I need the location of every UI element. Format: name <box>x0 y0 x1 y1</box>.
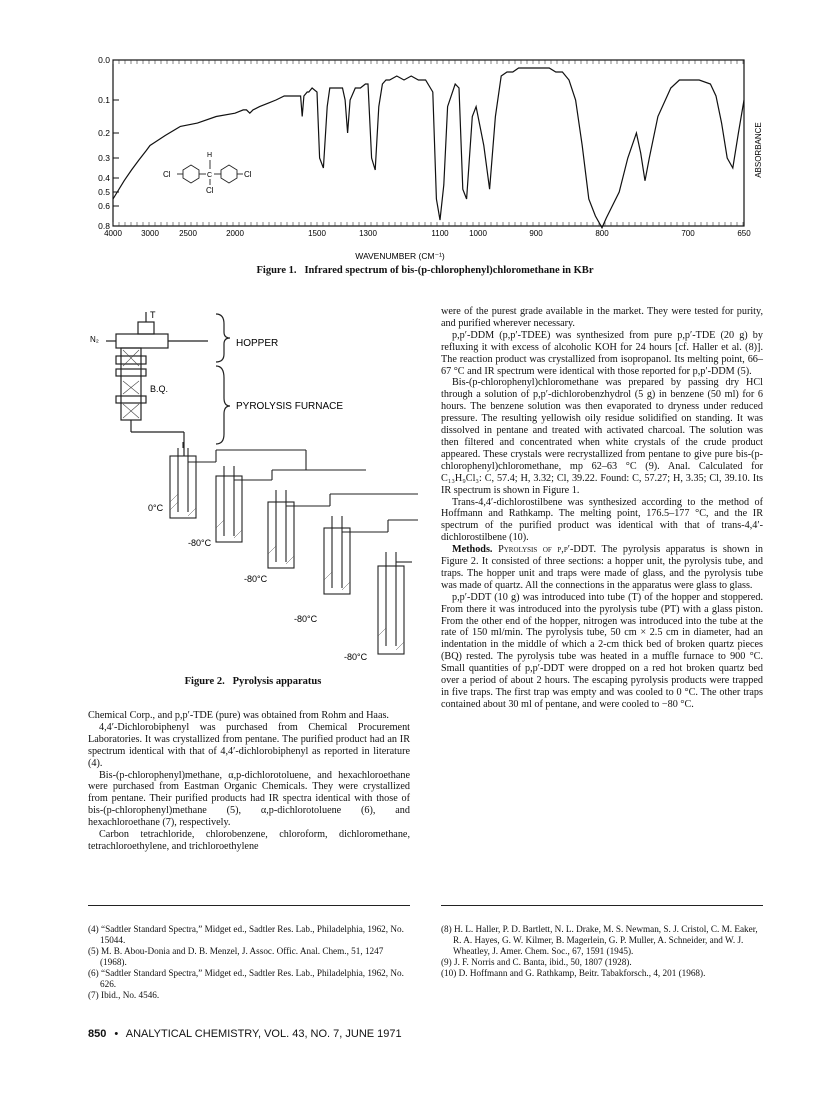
y-tick-label: 0.0 <box>98 55 110 65</box>
x-tick-label: 900 <box>529 229 543 238</box>
x-tick-label: 2000 <box>226 229 244 238</box>
y-tick-label: 0.8 <box>98 221 110 231</box>
x-axis-label: WAVENUMBER (CM⁻¹) <box>355 251 445 261</box>
structure-label-c: C <box>207 172 213 179</box>
left-paragraph-2: 4,4′-Dichlorobiphenyl was purchased from Chemical Procurement Laboratories. It was crystallized from pentane. The purified product had an IR spectrum identical with that of 4,4′-dichlorobiphenyl as reported in literature (4). <box>88 721 410 769</box>
figure-1 <box>80 40 770 262</box>
label-t: T <box>150 310 156 320</box>
label-temp-trap-4: -80°C <box>294 614 318 624</box>
ir-spectrum-line <box>113 68 744 228</box>
right-paragraph-1: were of the purest grade available in the market. They were tested for purity, and purified wherever necessary. <box>441 306 763 329</box>
right-paragraph-2: p,p′-DDM (p,p′-TDEE) was synthesized from pure p,p′-TDE (20 g) by refluxing it with excess of alcoholic KOH for 24 hours [cf. Haller et al. (8)]. The reaction product was crystallized from isopropanol. Its melting point, 66–67 °C and IR spectrum were identical with those reported for p,p′-DDM (5). <box>441 329 763 377</box>
methods-heading: Methods. <box>452 544 493 556</box>
right-paragraph-3: Bis-(p-chlorophenyl)chloromethane was prepared by passing dry HCl through a solution of p,p′-dichlorobenzhydrol (5 g) in benzene (50 ml) for 6 hours. The benzene solution was then evaporated to dryness under reduced pressure. The resulting yellowish oily residue solidified on standing. It was dissolved in pentane and treated with activated charcoal. The solution was then filtered and concentrated when white crystals of the crude product appeared. These crystals were recrystallized from pentane to give pure bis-(p-chlorophenyl)chloromethane, mp 62–63 °C (9). Anal. Calculated for C₁₃H₉Cl₃: C, 57.4; H, 3.32; Cl, 39.22. Found: C, 57.27; H, 3.35; Cl, 39.10. Its IR spectrum is shown in Figure 1. <box>441 377 763 496</box>
methods-paragraph <box>441 544 763 592</box>
structure-label-h: H <box>207 152 213 159</box>
label-temp-trap-5: -80°C <box>344 652 368 662</box>
label-temp-trap-3: -80°C <box>244 574 268 584</box>
structure-label-cl-bottom: Cl <box>206 186 214 195</box>
page-footer <box>88 1028 402 1040</box>
label-hopper: HOPPER <box>236 338 279 349</box>
x-tick-label: 700 <box>681 229 695 238</box>
y-tick-label: 0.6 <box>98 201 110 211</box>
references-rule-right <box>441 905 763 906</box>
label-pyrolysis-furnace: PYROLYSIS FURNACE <box>236 401 344 412</box>
left-paragraph-3: Bis-(p-chlorophenyl)methane, α,p-dichlorotoluene, and hexachloroethane were purchased from Eastman Organic Chemicals. They were crystallized from pentane. Their purified products had IR spectra identical with those of bis-(p-chlorophenyl)methane (5), α,p-dichlorotoluene (6), and hexachloroethane (7), respectively. <box>88 769 410 829</box>
figure-1-caption <box>120 265 730 276</box>
x-tick-label: 3000 <box>141 229 159 238</box>
x-tick-label: 1000 <box>469 229 487 238</box>
x-tick-label: 800 <box>595 229 609 238</box>
label-temp-trap-1: 0°C <box>148 503 164 513</box>
figure-2-label: Figure 2. <box>184 676 225 687</box>
reference-8: (8) H. L. Haller, P. D. Bartlett, N. L. Drake, M. S. Newman, S. J. Cristol, C. M. Eaker, R. A. Hayes, G. W. Kilmer, B. Magerlein, G. P. Muller, A. Schneider, and W. J. Wheatley, J. Amer. Chem. Soc., 67, 1591 (1945). <box>441 924 758 956</box>
x-tick-label: 650 <box>737 229 751 238</box>
x-tick-label: 1100 <box>431 229 449 238</box>
label-n2: N₂ <box>90 335 99 344</box>
footer-bullet: • <box>114 1028 119 1040</box>
reference-9: (9) J. F. Norris and C. Banta, ibid., 50, 1807 (1928). <box>441 957 632 967</box>
reference-4: (4) “Sadtler Standard Spectra,” Midget ed., Sadtler Res. Lab., Philadelphia, 1962, No. 15044. <box>88 924 404 945</box>
y-axis-label: ABSORBANCE <box>754 122 763 178</box>
figure-2-caption <box>88 676 418 687</box>
reference-10: (10) D. Hoffmann and G. Rathkamp, Beitr. Tabakforsch., 4, 201 (1968). <box>441 968 706 978</box>
right-paragraph-6: p,p′-DDT (10 g) was introduced into tube (T) of the hopper and stoppered. From there it was introduced into the pyrolysis tube (PT) with a glass piston. From the other end of the hopper, nitrogen was introduced into the tube at the rate of 150 ml/min. The pyrolysis tube, 50 cm × 2.5 cm in diameter, had an indentation in the middle of which a 2-cm thick bed of broken quartz pieces (BQ) rested. The pyrolysis tube was heated in a muffle furnace to 900 °C. Small quantities of p,p′-DDT were dropped on a red hot broken quartz bed over a period of about 2 hours. The escaping pyrolysis products were trapped in five traps. The first trap was empty and was cooled to 0 °C. The other traps contained about 30 ml of pentane, and were cooled to −80 °C. <box>441 591 763 710</box>
reference-5: (5) M. B. Abou-Donia and D. B. Menzel, J. Assoc. Offic. Anal. Chem., 51, 1247 (1968). <box>88 946 384 967</box>
ir-spectrum-chart <box>80 40 770 262</box>
figure-1-title: Infrared spectrum of bis-(p-chlorophenyl)chloromethane in KBr <box>304 265 594 276</box>
references-rule-left <box>88 905 410 906</box>
structure-label-cl-right: Cl <box>244 170 252 179</box>
references-right <box>441 924 763 979</box>
page-number: 850 <box>88 1028 107 1040</box>
x-tick-label: 2500 <box>179 229 197 238</box>
y-tick-label: 0.5 <box>98 187 110 197</box>
reference-7: (7) Ibid., No. 4546. <box>88 990 160 1000</box>
y-tick-label: 0.2 <box>98 128 110 138</box>
x-tick-label: 1500 <box>308 229 326 238</box>
right-paragraph-4: Trans-4,4′-dichlorostilbene was synthesized according to the method of Hoffmann and Rathkamp. The melting point, 176.5–177 °C, and the IR spectrum of the purified product was identical with that of trans-4,4′-dichlorostilbene (10). <box>441 496 763 544</box>
y-tick-label: 0.4 <box>98 173 110 183</box>
y-tick-label: 0.1 <box>98 95 110 105</box>
structure-label-cl-left: Cl <box>163 170 171 179</box>
left-column-text <box>88 710 410 853</box>
reference-6: (6) “Sadtler Standard Spectra,” Midget ed., Sadtler Res. Lab., Philadelphia, 1962, No. 626. <box>88 968 404 989</box>
references-left <box>88 924 410 1001</box>
methods-subheading: Pyrolysis of p,p′-DDT. <box>498 544 597 556</box>
label-temp-trap-2: -80°C <box>188 538 212 548</box>
methods-text: The pyrolysis apparatus is shown in Figure 2. It consisted of three sections: a hopper unit, the pyrolysis tube, and traps. The hopper unit and traps were made of glass, and the pyrolysis tube was made of quartz. All the connections in the apparatus were glass to glass. <box>441 544 763 591</box>
figure-1-label: Figure 1. <box>256 265 297 276</box>
label-bq: B.Q. <box>150 384 169 394</box>
y-tick-label: 0.3 <box>98 153 110 163</box>
x-tick-label: 4000 <box>104 229 122 238</box>
figure-2 <box>88 306 418 668</box>
right-column-text <box>441 306 763 711</box>
pyrolysis-apparatus-diagram <box>88 306 418 668</box>
left-paragraph-1: Chemical Corp., and p,p′-TDE (pure) was obtained from Rohm and Haas. <box>88 710 389 721</box>
x-tick-label: 1300 <box>359 229 377 238</box>
journal-citation: ANALYTICAL CHEMISTRY, VOL. 43, NO. 7, JUNE 1971 <box>125 1028 402 1040</box>
left-paragraph-4: Carbon tetrachloride, chlorobenzene, chloroform, dichloromethane, tetrachloroethylene, and trichloroethylene <box>88 829 410 852</box>
figure-2-title: Pyrolysis apparatus <box>232 676 322 687</box>
